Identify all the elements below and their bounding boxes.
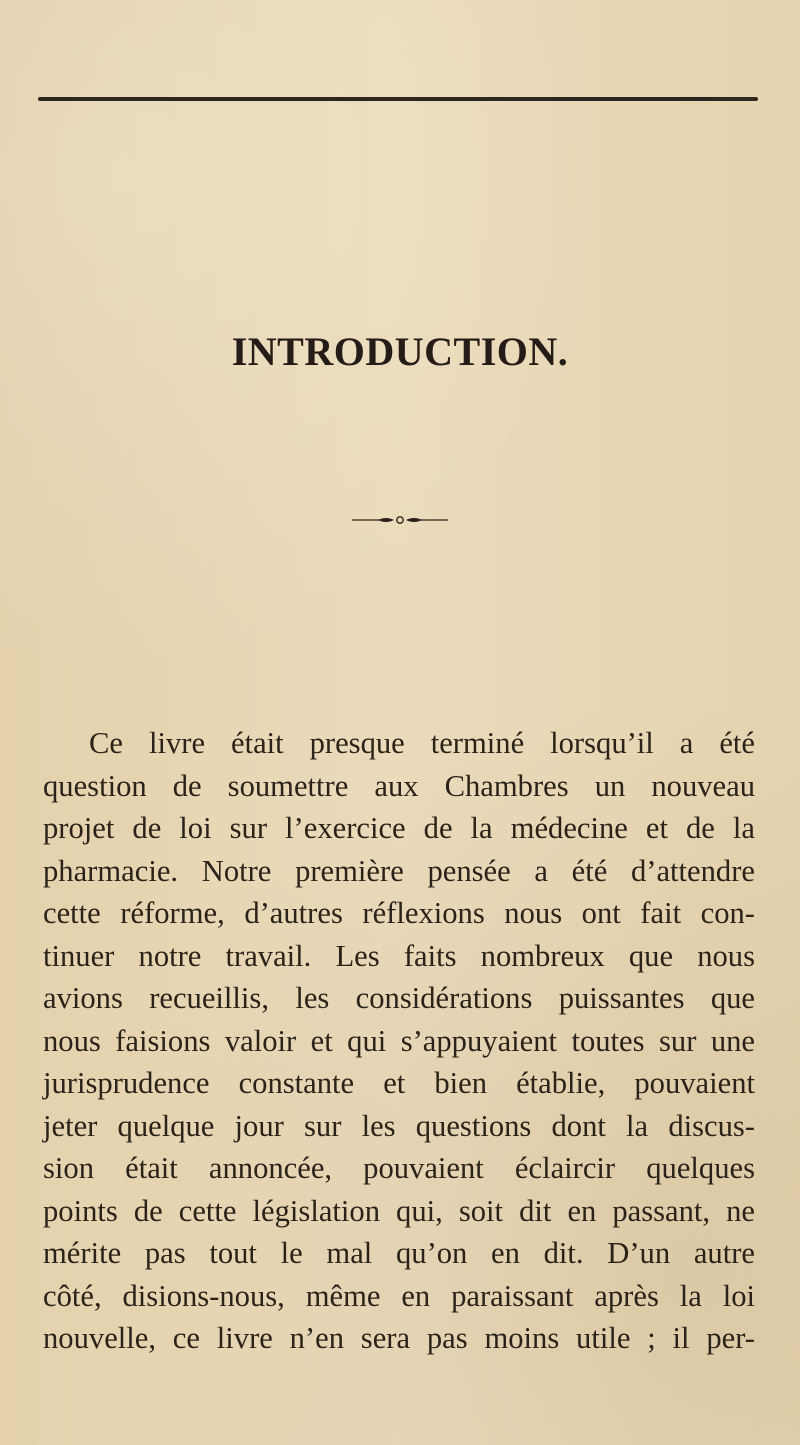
text-line: sion était annoncée, pouvaient éclaircir quelques (43, 1151, 755, 1185)
text-line: jeter quelque jour sur les questions dont la discus- (43, 1108, 755, 1143)
text-line: nouvelle, ce livre n’en sera pas moins utile ; il per- (43, 1321, 755, 1355)
text-line: question de soumettre aux Chambres un nouveau (43, 768, 755, 803)
text-line: Ce livre était presque terminé lorsqu’il a été (89, 726, 755, 760)
text-line: tinuer notre travail. Les faits nombreux que nous (43, 938, 755, 973)
chapter-title: INTRODUCTION. (231, 329, 569, 374)
text-line: points de cette législation qui, soit dit en passant, ne (43, 1193, 755, 1228)
body-text (43, 722, 755, 1360)
text-line: nous faisions valoir et qui s’appuyaient toutes sur une (43, 1023, 755, 1058)
text-line: mérite pas tout le mal qu’on en dit. D’un autre (43, 1236, 755, 1270)
top-rule (38, 97, 758, 101)
text-line: cette réforme, d’autres réflexions nous ont fait con- (43, 896, 755, 930)
text-line: projet de loi sur l’exercice de la médecine et de la (43, 811, 755, 845)
text-line: avions recueillis, les considérations puissantes que (43, 981, 755, 1015)
text-line: jurisprudence constante et bien établie, pouvaient (43, 1066, 755, 1100)
ornament-divider-icon (350, 514, 450, 526)
text-line: côté, disions-nous, même en paraissant après la loi (43, 1278, 755, 1313)
text-line: pharmacie. Notre première pensée a été d’attendre (43, 853, 755, 888)
